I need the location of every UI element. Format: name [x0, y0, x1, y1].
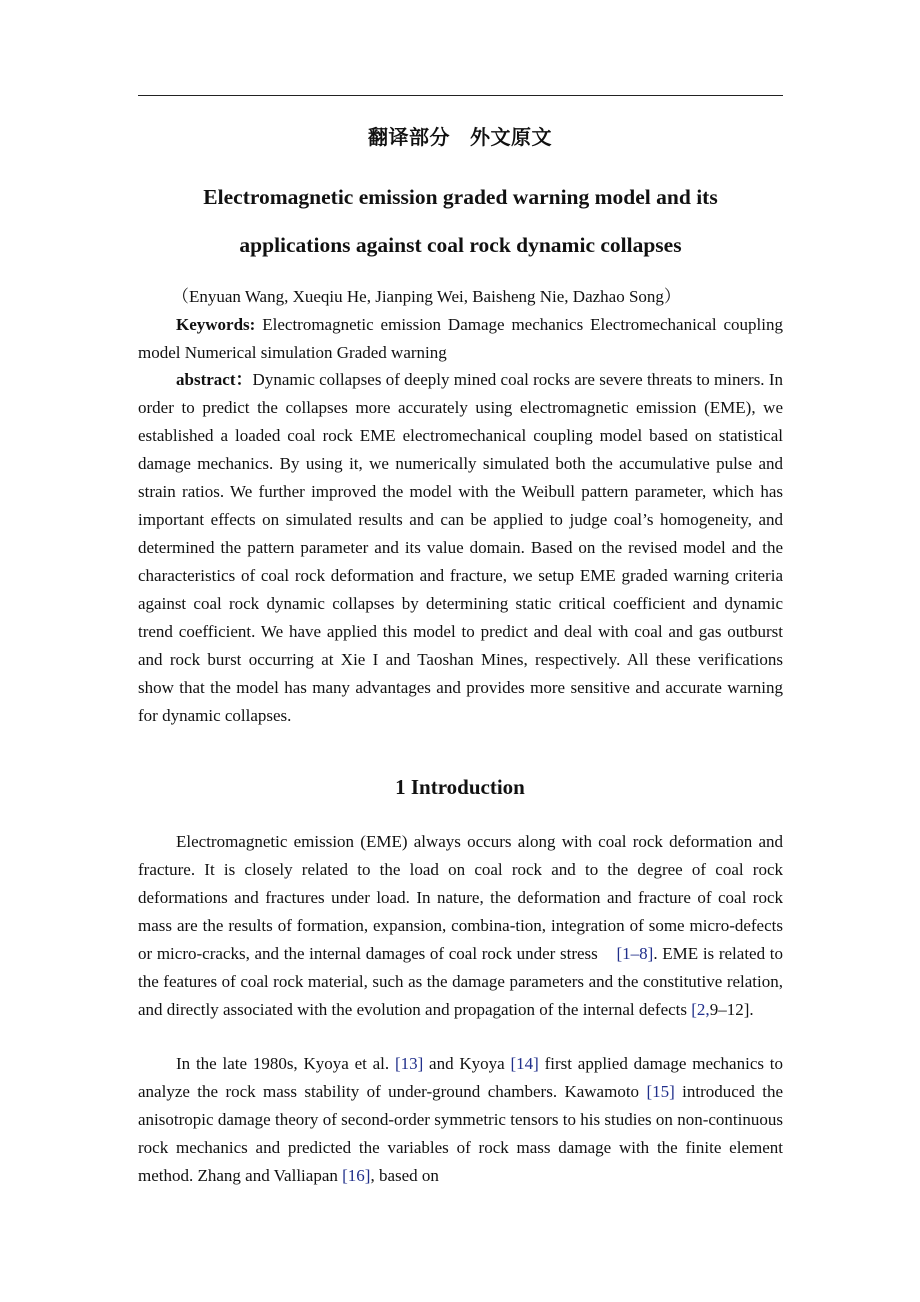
citation-link-13[interactable]: [13]: [394, 1054, 424, 1073]
section-heading-translation: 翻译部分: [368, 125, 450, 149]
intro-p1-text-a: Electromagnetic emission (EME) always occurs along with coal rock deformation and fracture. It is closely related to the load on coal rock and to the degree of coal rock deformations and fractures under load. In nature, the deformation and fracture of coal rock mass are the results of formation, expansion, combina-tion, integration of some micro-defects or micro-cracks, and the internal damages of coal rock under stress: [138, 832, 783, 963]
citation-link-14[interactable]: [14]: [510, 1054, 539, 1073]
intro-p1-text-b: . EME is related to the features of coal rock material, such as the damage parameters and the constitutive relation, and directly associated with the evolution and propagation of the internal defects: [138, 944, 783, 1019]
citation-link-15[interactable]: [15]: [646, 1082, 675, 1101]
header-rule: [138, 95, 783, 96]
paper-title-line-2: applications against coal rock dynamic collapses: [239, 233, 682, 257]
abstract-text: Dynamic collapses of deeply mined coal rocks are severe threats to miners. In order to predict the collapses more accurately using electromagnetic emission (EME), we established a loaded coal rock EME electromechanical coupling model based on statistical damage mechanics. By using it, we numerically simulated both the accumulative pulse and strain ratios. We further improved the model with the Weibull pattern parameter, which has important effects on simulated results and can be applied to judge coal’s homogeneity, and determined the pattern parameter and its value domain. Based on the revised model and the characteristics of coal rock deformation and fracture, we setup EME graded warning criteria against coal rock dynamic collapses by determining static critical coefficient and dynamic trend coefficient. We have applied this model to predict and deal with coal and gas outburst and rock burst occurring at Xie I and Taoshan Mines, respectively. All these verifications show that the model has many advantages and provides more sensitive and accurate warning for dynamic collapses.: [138, 370, 783, 725]
introduction-paragraph-2: [138, 1050, 783, 1190]
introduction-paragraph-1: [138, 828, 783, 1024]
intro-p2-text-a: In the late 1980s, Kyoya et al.: [176, 1054, 395, 1073]
citation-link-1-8[interactable]: [1–8]: [616, 944, 654, 963]
abstract-label: abstract：: [176, 370, 253, 389]
keywords-label: Keywords:: [176, 315, 256, 334]
intro-p2-text-c: first applied damage mechanics to analyze the rock mass stability of under-ground chambers. Kawamoto: [138, 1054, 783, 1101]
abstract-paragraph: [138, 366, 783, 730]
keywords-text: Electromagnetic emission Damage mechanics Electromechanical coupling model Numerical simulation Graded warning: [138, 315, 784, 362]
intro-p2-text-d: introduced the anisotropic damage theory of second-order symmetric tensors to his studies on non-continuous rock mechanics and predicted the variables of rock mass damage with the finite element method. Zhang and Valliapan: [138, 1082, 783, 1185]
paper-title-line-1: Electromagnetic emission graded warning model and its: [203, 185, 718, 209]
intro-p2-text-e: , based on: [370, 1166, 439, 1185]
keywords-paragraph: [138, 311, 783, 367]
citation-link-16[interactable]: [16]: [342, 1166, 371, 1185]
introduction-heading: 1 Introduction: [395, 775, 525, 799]
authors: （Enyuan Wang, Xueqiu He, Jianping Wei, Baisheng Nie, Dazhao Song）: [172, 287, 681, 306]
section-heading: [0, 121, 920, 150]
citation-text-9-12: 9–12].: [709, 1000, 754, 1019]
citation-link-2[interactable]: [2,: [691, 1000, 710, 1019]
intro-p2-text-b: and Kyoya: [423, 1054, 511, 1073]
section-heading-original: 外文原文: [470, 125, 552, 149]
